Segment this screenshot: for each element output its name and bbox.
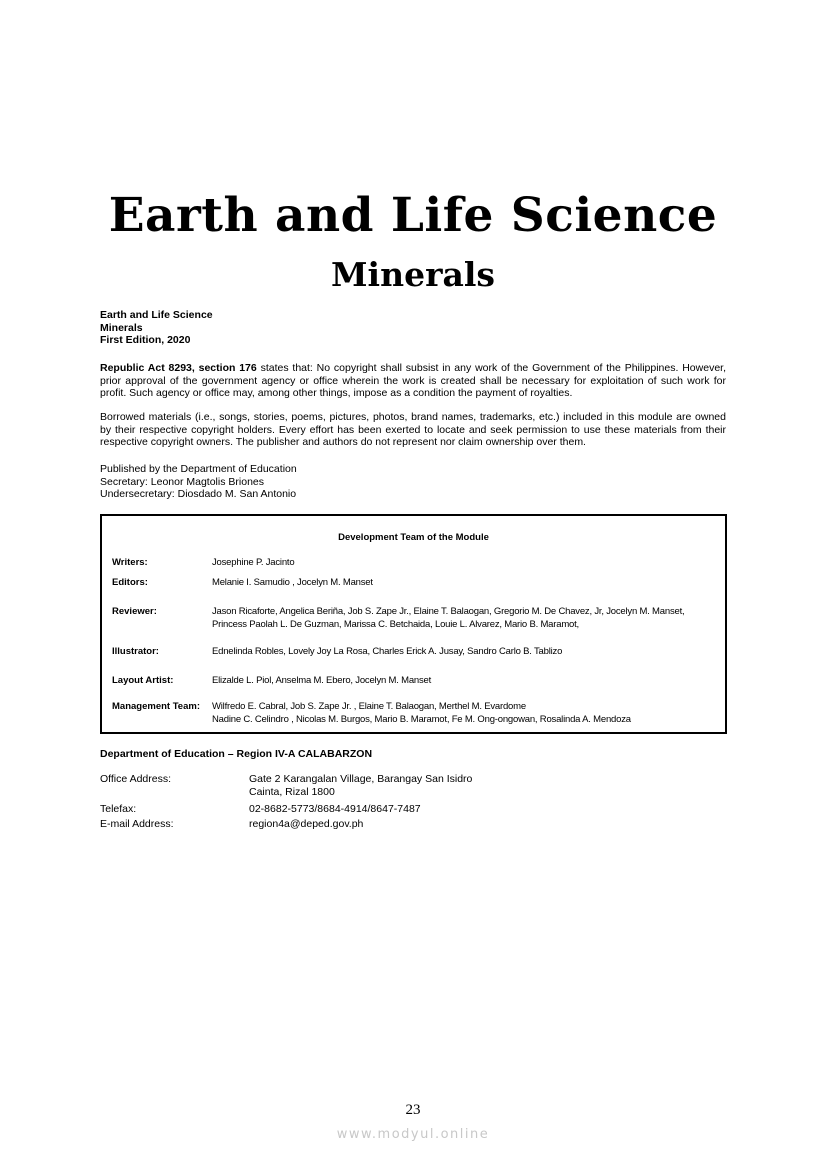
layout-artist-value: Elizalde L. Piol, Anselma M. Ebero, Jocelyn M. Manset bbox=[212, 675, 432, 686]
borrowed-materials-paragraph: Borrowed materials (i.e., songs, stories, poems, pictures, photos, brand names, trademarks, etc.) included in this module are owned by their respective copyright holders. Every effort has been exerted to locate and seek permission to use these materials from their respective copyright owners. The publisher and authors do not represent nor claim ownership over them. bbox=[100, 411, 726, 448]
telefax-label: Telefax: bbox=[100, 803, 137, 815]
editors-value: Melanie I. Samudio , Jocelyn M. Manset bbox=[212, 577, 373, 588]
region-heading: Department of Education – Region IV-A CALABARZON bbox=[100, 748, 373, 760]
reviewer-line: Princess Paolah L. De Guzman, Marissa C. Betchaida, Louie L. Alvarez, Mario B. Maramot, bbox=[212, 619, 579, 630]
copyright-lead: Republic Act 8293, section 176 bbox=[100, 362, 257, 374]
illustrator-label: Illustrator: bbox=[112, 646, 159, 657]
office-address-value bbox=[249, 773, 472, 799]
management-line: Nadine C. Celindro , Nicolas M. Burgos, Mario B. Maramot, Fe M. Ong-ongowan, Rosalinda A. Mendoza bbox=[212, 714, 631, 725]
page-subtitle: Minerals bbox=[331, 255, 495, 294]
reviewer-line: Jason Ricaforte, Angelica Beriña, Job S. Zape Jr., Elaine T. Balaogan, Gregorio M. De Chavez, Jr, Jocelyn M. Manset, bbox=[212, 606, 685, 617]
team-heading: Development Team of the Module bbox=[338, 532, 489, 543]
email-value: region4a@deped.gov.ph bbox=[249, 818, 364, 830]
secretary-line: Secretary: Leonor Magtolis Briones bbox=[100, 475, 264, 488]
illustrator-value: Ednelinda Robles, Lovely Joy La Rosa, Charles Erick A. Jusay, Sandro Carlo B. Tablizo bbox=[212, 646, 563, 657]
copyright-paragraph bbox=[100, 362, 726, 400]
watermark: www.modyul.online bbox=[336, 1127, 490, 1142]
office-address-line: Gate 2 Karangalan Village, Barangay San Isidro bbox=[249, 773, 473, 785]
edition-info bbox=[100, 309, 213, 347]
office-address-line: Cainta, Rizal 1800 bbox=[249, 786, 335, 798]
undersecretary-line: Undersecretary: Diosdado M. San Antonio bbox=[100, 488, 297, 500]
development-team-box bbox=[100, 514, 727, 734]
page-title: Earth and Life Science bbox=[108, 188, 718, 243]
writers-value: Josephine P. Jacinto bbox=[212, 557, 295, 568]
publisher-line: Published by the Department of Education bbox=[100, 463, 297, 475]
management-team-value bbox=[212, 700, 717, 726]
email-label: E-mail Address: bbox=[100, 818, 174, 830]
editors-label: Editors: bbox=[112, 577, 148, 588]
edition-number: First Edition, 2020 bbox=[100, 334, 191, 346]
telefax-value: 02-8682-5773/8684-4914/8647-7487 bbox=[249, 803, 421, 815]
edition-topic: Minerals bbox=[100, 321, 143, 334]
page-number: 23 bbox=[405, 1102, 421, 1118]
writers-label: Writers: bbox=[112, 557, 148, 568]
reviewer-label: Reviewer: bbox=[112, 606, 157, 617]
layout-artist-label: Layout Artist: bbox=[112, 675, 174, 686]
management-line: Wilfredo E. Cabral, Job S. Zape Jr. , Elaine T. Balaogan, Merthel M. Evardome bbox=[212, 701, 526, 712]
copyright-text: states that: No copyright shall subsist in any work of the Government of the Philippines. However, prior approval of the government agency or office wherein the work is created shall be necessary for exploitation of such work for profit. Such agency or office may, among other things, impose as a condition the payment of royalties. bbox=[100, 362, 726, 399]
edition-title: Earth and Life Science bbox=[100, 309, 213, 321]
publisher-info bbox=[100, 463, 297, 501]
office-address-label: Office Address: bbox=[100, 773, 172, 785]
reviewer-value bbox=[212, 605, 717, 631]
management-team-label: Management Team: bbox=[112, 701, 200, 712]
